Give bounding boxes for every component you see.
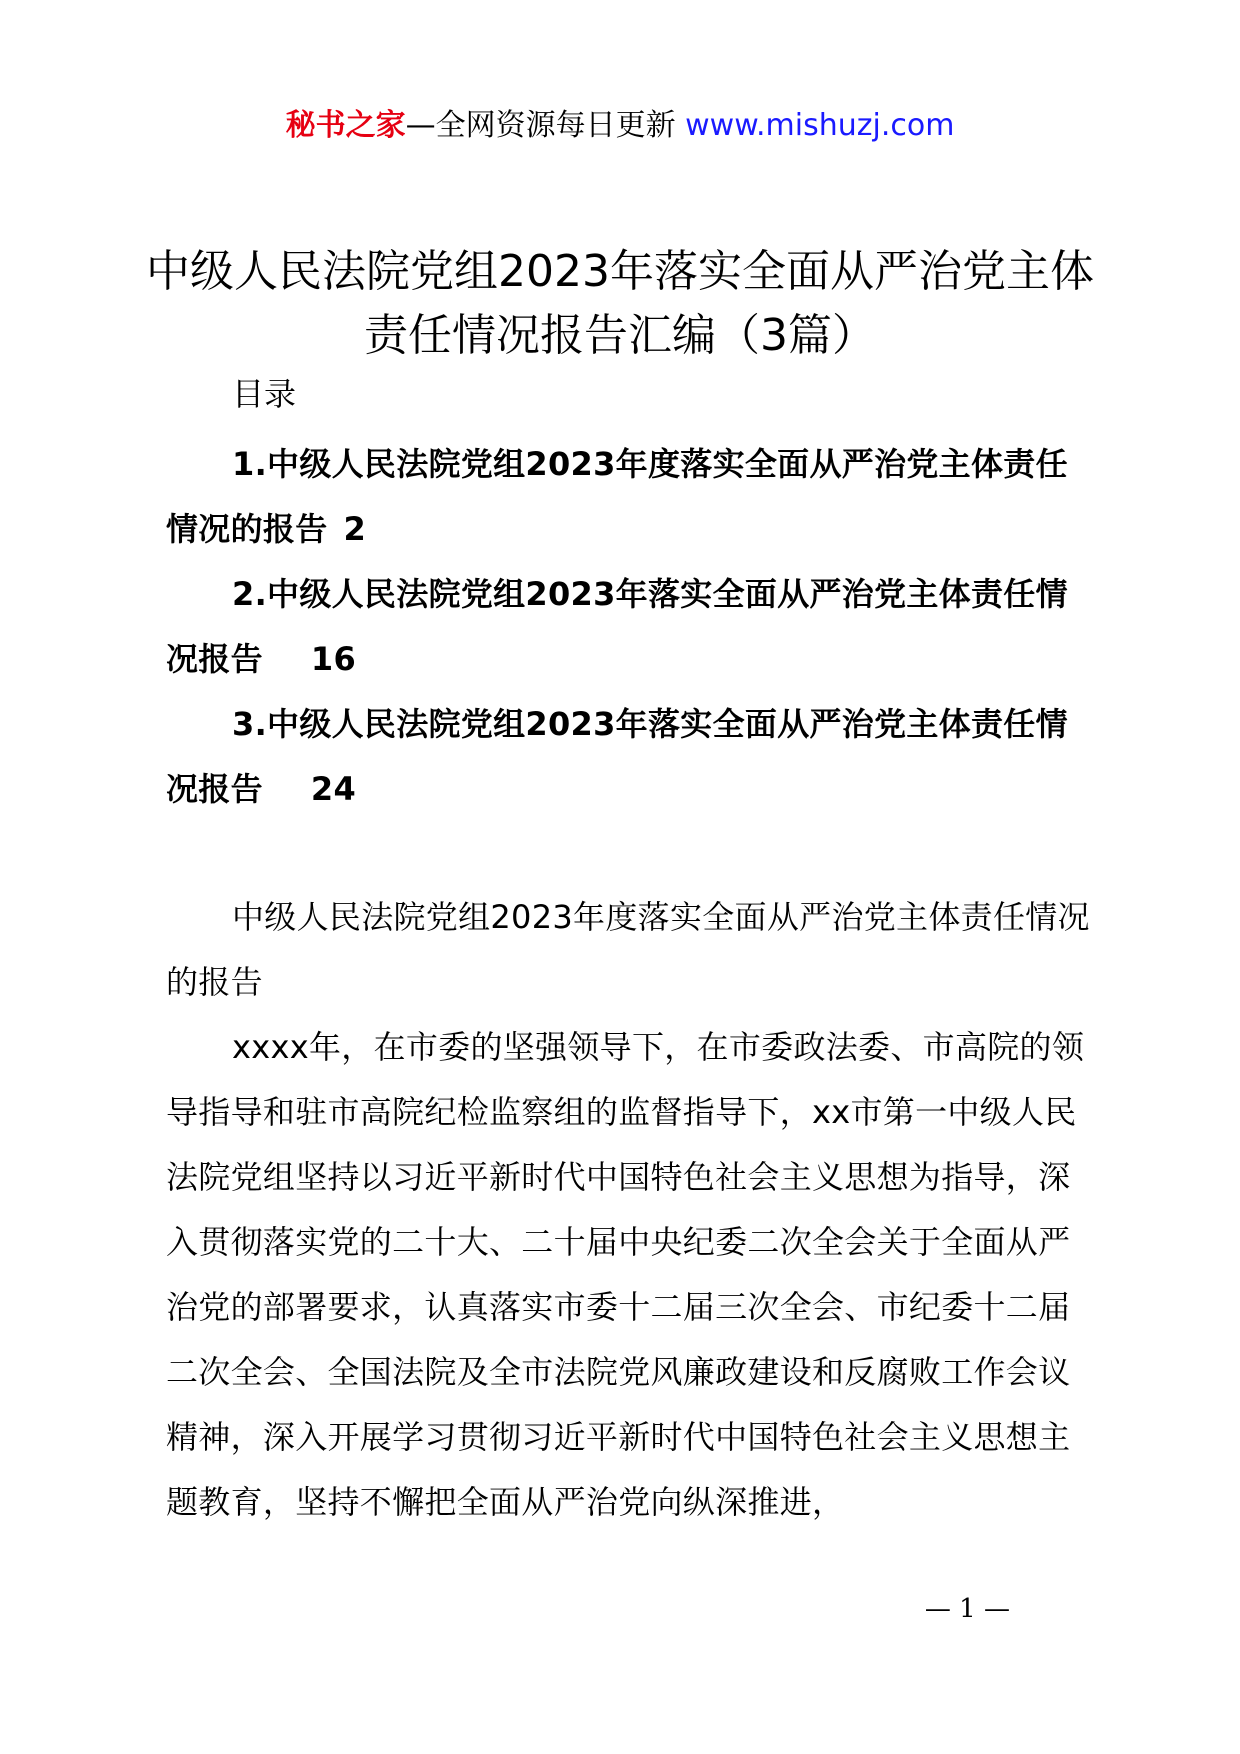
section-title: 中级人民法院党组2023年度落实全面从严治党主体责任情况的报告	[166, 898, 1090, 1001]
toc-label: 目录	[232, 375, 297, 413]
toc-item-page: 24	[310, 770, 357, 808]
page-number	[0, 1594, 1240, 1624]
toc-item[interactable]	[166, 692, 1086, 822]
page-number-text: — 1 —	[924, 1594, 1010, 1624]
site-url-link[interactable]: www.mishuzj.com	[685, 108, 955, 143]
brand-name: 秘书之家	[285, 108, 406, 143]
toc-item-text: 3.中级人民法院党组2023年落实全面从严治党主体责任情况报告	[166, 705, 1068, 808]
header-tagline: —全网资源每日更新	[405, 108, 676, 143]
body-paragraph: xxxx年，在市委的坚强领导下，在市委政法委、市高院的领导指导和驻市高院纪检监察组的监督指导下，xx市第一中级人民法院党组坚持以习近平新时代中国特色社会主义思想为指导，深入贯彻落实党的二十大、二十届中央纪委二次全会关于全面从严治党的部署要求，认真落实市委十二届三次全会、市纪委十二届二次全会、全国法院及全市法院党风廉政建设和反腐败工作会议精神，深入开展学习贯彻习近平新时代中国特色社会主义思想主题教育，坚持不懈把全面从严治党向纵深推进，	[166, 1028, 1085, 1521]
toc-item-text: 2.中级人民法院党组2023年落实全面从严治党主体责任情况报告	[166, 575, 1068, 678]
toc-item-page: 2	[343, 510, 367, 548]
table-of-contents	[166, 432, 1086, 822]
site-header	[0, 100, 1240, 144]
toc-item-text: 1.中级人民法院党组2023年度落实全面从严治党主体责任情况的报告	[166, 445, 1068, 548]
toc-item[interactable]	[166, 562, 1086, 692]
toc-item[interactable]	[166, 432, 1086, 562]
document-body	[166, 885, 1101, 1535]
toc-item-page: 16	[310, 640, 357, 678]
document-title: 中级人民法院党组2023年落实全面从严治党主体责任情况报告汇编（3篇）	[146, 246, 1094, 361]
